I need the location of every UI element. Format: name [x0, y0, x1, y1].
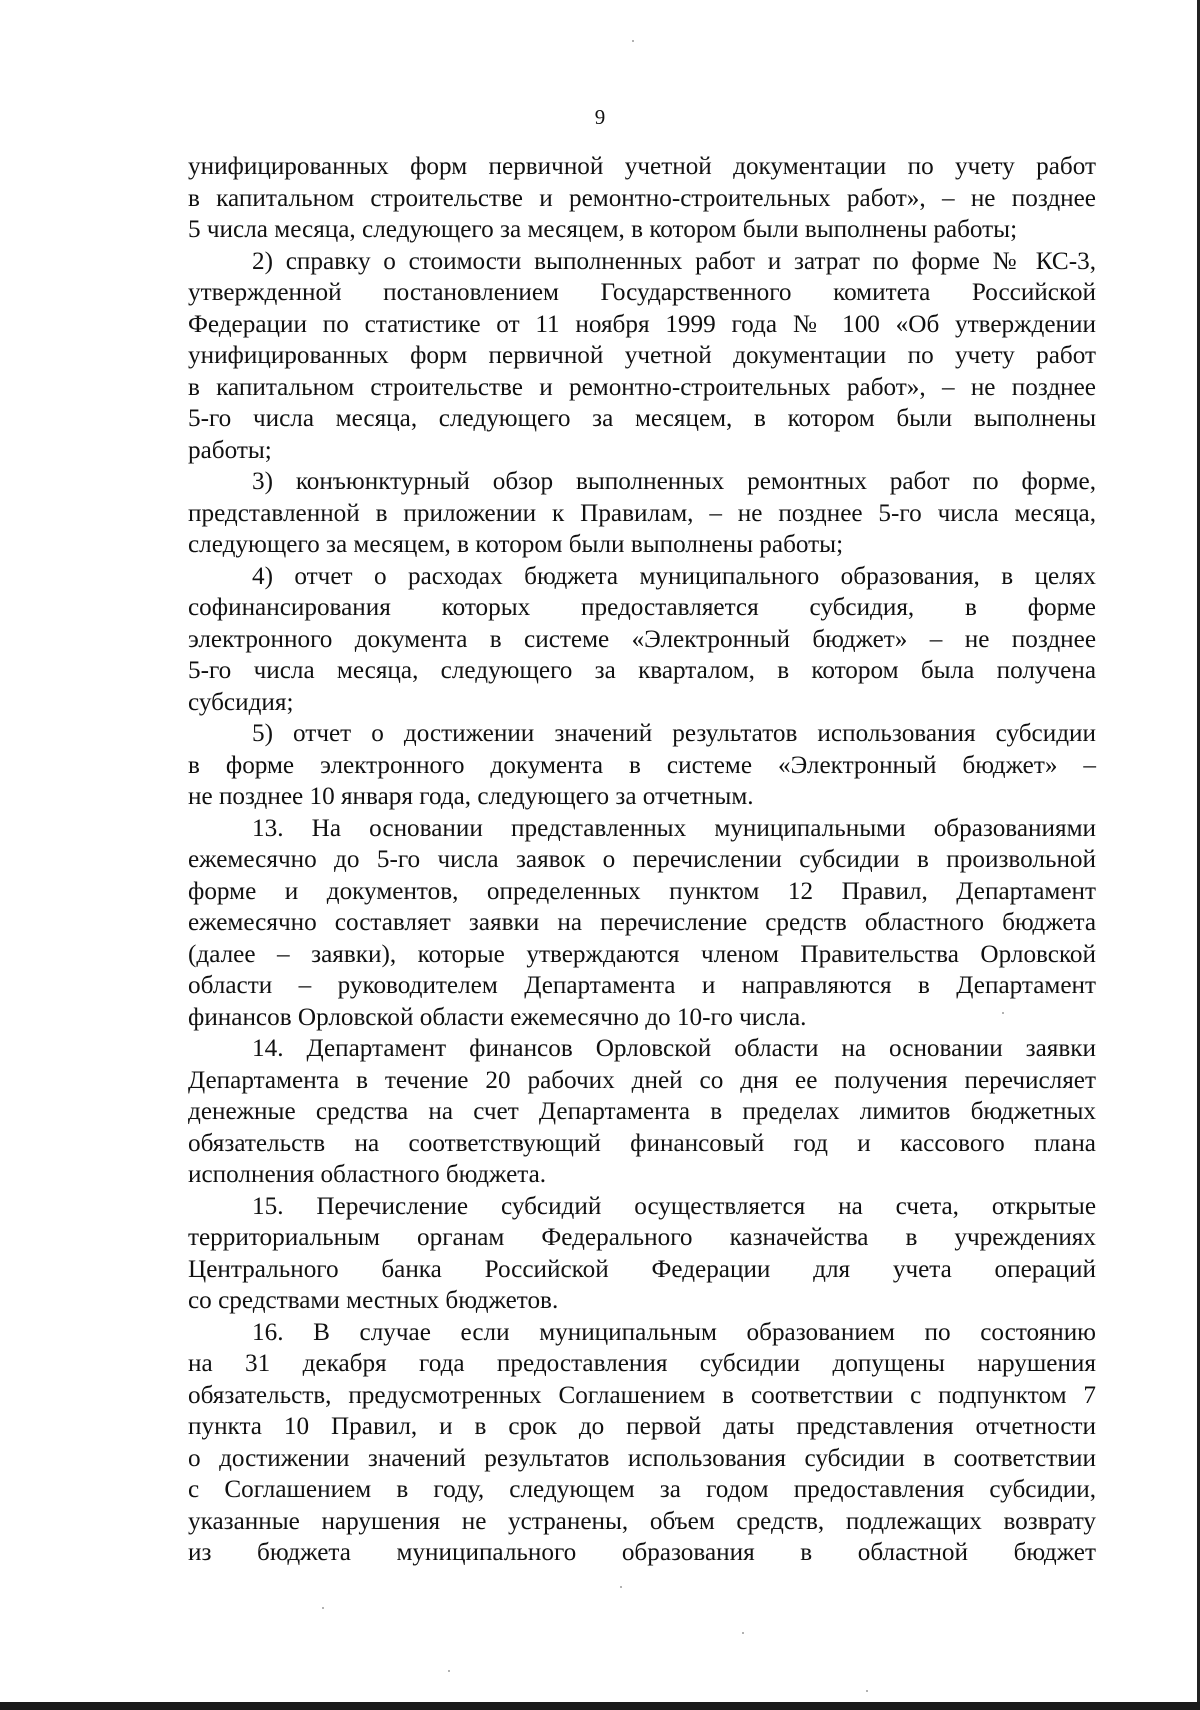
text-line: электронного документа в системе «Электронный бюджет» – не позднее — [188, 625, 1096, 653]
text-line: в капитальном строительстве и ремонтно-строительных работ», – не позднее — [188, 184, 1096, 212]
text-line: 14. Департамент финансов Орловской области на основании заявки — [252, 1035, 1096, 1062]
text-line: 5-го числа месяца, следующего за месяцем, в котором были выполнены — [188, 405, 1096, 432]
text-line: представленной в приложении к Правилам, – не позднее 5-го числа месяца, — [188, 499, 1096, 527]
text-line: 5 числа месяца, следующего за месяцем, в котором были выполнены работы; — [188, 216, 1018, 243]
text-line: 5) отчет о достижении значений результатов использования субсидии — [252, 720, 1096, 747]
text-line: 13. На основании представленных муниципальными образованиями — [252, 814, 1096, 842]
text-line: ежемесячно составляет заявки на перечисление средств областного бюджета — [188, 909, 1096, 936]
text-line: унифицированных форм первичной учетной документации по учету работ — [188, 342, 1096, 369]
text-line: исполнения областного бюджета. — [188, 1161, 547, 1188]
text-line: Федерации по статистике от 11 ноября 1999 года № 100 «Об утверждении — [188, 310, 1096, 338]
text-line: пункта 10 Правил, и в срок до первой даты представления отчетности — [188, 1413, 1096, 1440]
text-line: 4) отчет о расходах бюджета муниципального образования, в целях — [252, 562, 1096, 590]
text-line: утвержденной постановлением Государственного комитета Российской — [188, 279, 1096, 306]
text-line: денежные средства на счет Департамента в пределах лимитов бюджетных — [188, 1098, 1096, 1125]
scan-speck — [620, 1586, 622, 1588]
text-line: Департамента в течение 20 рабочих дней со дня ее получения перечисляет — [188, 1066, 1096, 1094]
text-line: 15. Перечисление субсидий осуществляется на счета, открытые — [252, 1192, 1096, 1220]
text-line: указанные нарушения не устранены, объем средств, подлежащих возврату — [188, 1507, 1096, 1535]
page-number: 9 — [594, 105, 606, 129]
text-line: на 31 декабря года предоставления субсидии допущены нарушения — [188, 1350, 1096, 1377]
text-line: 16. В случае если муниципальным образованием по состоянию — [252, 1318, 1096, 1346]
scan-speck — [1002, 1012, 1004, 1014]
text-line: форме и документов, определенных пунктом 12 Правил, Департамент — [188, 877, 1096, 905]
scan-speck — [448, 1670, 450, 1672]
text-line: в форме электронного документа в системе «Электронный бюджет» – — [188, 751, 1096, 779]
text-line: софинансирования которых предоставляется субсидия, в форме — [188, 594, 1096, 621]
text-line: о достижении значений результатов использования субсидии в соответствии — [188, 1444, 1096, 1472]
text-line: в капитальном строительстве и ремонтно-строительных работ», – не позднее — [188, 373, 1096, 401]
scan-speck — [866, 1690, 868, 1692]
text-line: не позднее 10 января года, следующего за отчетным. — [188, 783, 754, 810]
text-line: со средствами местных бюджетов. — [188, 1287, 559, 1314]
text-line: 5-го числа месяца, следующего за кварталом, в котором была получена — [188, 657, 1096, 684]
text-line: с Соглашением в году, следующем за годом предоставления субсидии, — [188, 1476, 1096, 1503]
scan-edge-bottom — [0, 1702, 1200, 1710]
text-line: (далее – заявки), которые утверждаются членом Правительства Орловской — [188, 940, 1096, 968]
scan-speck — [632, 40, 634, 42]
text-line: работы; — [188, 436, 272, 464]
text-line: области – руководителем Департамента и направляются в Департамент — [188, 972, 1096, 999]
text-line: ежемесячно до 5-го числа заявок о перечислении субсидии в произвольной — [188, 846, 1096, 873]
text-line: следующего за месяцем, в котором были выполнены работы; — [188, 531, 844, 558]
text-line: из бюджета муниципального образования в областной бюджет — [188, 1539, 1096, 1566]
document-body — [188, 151, 1096, 1569]
text-line: обязательств на соответствующий финансовый год и кассового плана — [188, 1129, 1096, 1157]
text-line: обязательств, предусмотренных Соглашением в соответствии с подпунктом 7 — [188, 1381, 1096, 1409]
text-line: Центрального банка Российской Федерации для учета операций — [188, 1255, 1096, 1283]
text-line: территориальным органам Федерального казначейства в учреждениях — [188, 1224, 1096, 1251]
scan-speck — [322, 1607, 324, 1609]
text-line: субсидия; — [188, 688, 294, 716]
text-line: 2) справку о стоимости выполненных работ и затрат по форме № КС-3, — [252, 247, 1096, 275]
text-line: унифицированных форм первичной учетной документации по учету работ — [188, 153, 1096, 180]
scan-speck — [742, 1632, 744, 1634]
text-line: 3) конъюнктурный обзор выполненных ремонтных работ по форме, — [252, 468, 1096, 495]
text-line: финансов Орловской области ежемесячно до 10-го числа. — [188, 1003, 807, 1031]
